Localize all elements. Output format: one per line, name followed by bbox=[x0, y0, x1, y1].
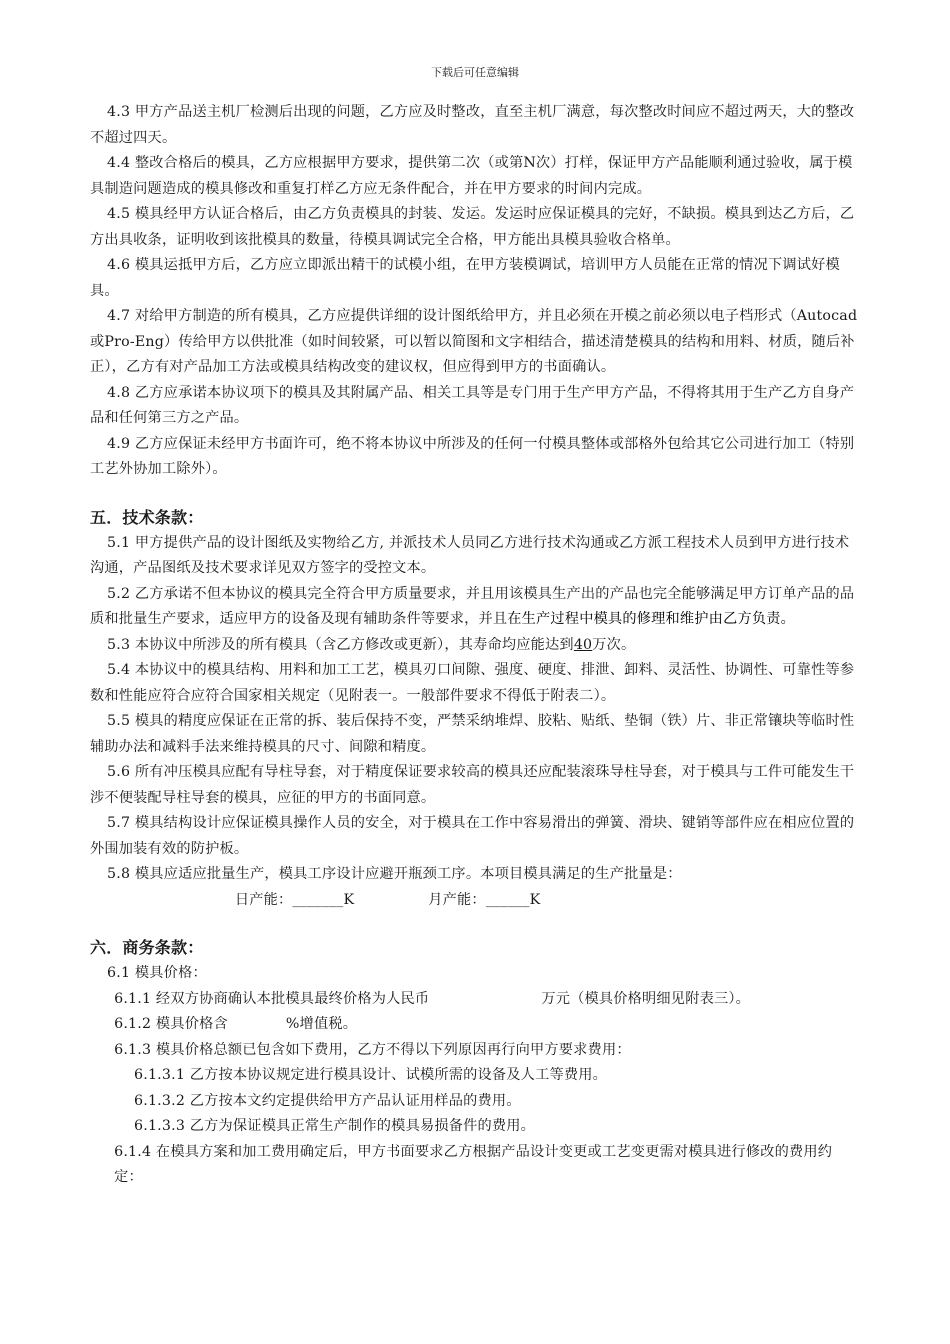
monthly-capacity-blank: ______K bbox=[485, 891, 541, 908]
clause-4-9: 4.9 乙方应保证未经甲方书面许可，绝不将本协议中所涉及的任何一付模具整体或部格外包给其它公司进行加工（特别工艺外协加工除外）。 bbox=[90, 435, 855, 477]
monthly-capacity-label: 月产能： bbox=[428, 891, 486, 908]
document-body bbox=[90, 100, 858, 1191]
clause-6-1-3-3: 6.1.3.3 乙方为保证模具正常生产制作的模具易损备件的费用。 bbox=[134, 1118, 536, 1134]
clause-5-3-text: 5.3 本协议中所涉及的所有模具（含乙方修改或更新），其寿命均应能达到 bbox=[107, 636, 574, 653]
clause-6-1-4: 6.1.4 在模具方案和加工费用确定后，甲方书面要求乙方根据产品设计变更或工艺变更需对模具进行修改的费用约定： bbox=[114, 1143, 833, 1185]
clause-6-1-2 bbox=[90, 1012, 858, 1038]
clause-6-1-3-1: 6.1.3.1 乙方按本协议规定进行模具设计、试模所需的设备及人工等费用。 bbox=[134, 1067, 608, 1083]
clause-5-7: 5.7 模具结构设计应保证模具操作人员的安全，对于模具在工作中容易滑出的弹簧、滑块、键销等部件应在相应位置的外围加装有效的防护板。 bbox=[90, 815, 855, 857]
clause-5-6: 5.6 所有冲压模具应配有导柱导套，对于精度保证要求较高的模具还应配装滚珠导柱导套，对于模具与工件可能发生干涉不便装配导柱导套的模具，应征的甲方的书面同意。 bbox=[90, 764, 855, 806]
clause-4-7: 4.7 对给甲方制造的所有模具，乙方应提供详细的设计图纸给甲方，并且必须在开模之前必须以电子档形式（Autocad或Pro-Eng）传给甲方以供批准（如时间较紧，可以暂以简图和文字相结合，描述清楚模具的结构和用料、材质，随后补正），乙方有对产品加工方法或模具结构改变的建议权，但应得到甲方的书面确认。 bbox=[90, 308, 858, 375]
clause-5-2-text: 5.2 乙方承诺不但本协议的模具完全符合甲方质量要求，并且用该模具生产出的产品也完全能够满足甲方订单产品的品质和批量生产要求，适应甲方的设备及现有辅助条件等要求，并且 bbox=[90, 585, 855, 627]
clause-6-1-1-text: 6.1.1 经双方协商确认本批模具最终价格为人民币 bbox=[114, 990, 430, 1007]
clause-5-3-unit: 万次。 bbox=[592, 636, 636, 653]
clause-4-3: 4.3 甲方产品送主机厂检测后出现的问题，乙方应及时整改，直至主机厂满意，每次整改时间应不超过两天，大的整改不超过四天。 bbox=[90, 104, 855, 146]
daily-capacity-blank: _______K bbox=[292, 891, 355, 908]
clause-6-1-1-unit: 万元（模具价格明细见附表三）。 bbox=[541, 990, 751, 1007]
clause-6-1-3: 6.1.3 模具价格总额已包含如下费用，乙方不得以下列原因再行向甲方要求费用： bbox=[114, 1041, 631, 1058]
clause-4-5: 4.5 模具经甲方认证合格后，由乙方负责模具的封装、发运。发运时应保证模具的完好，不缺损。模具到达乙方后，乙方出具收条，证明收到该批模具的数量，待模具调试完全合格，甲方能出具模具验收合格单。 bbox=[90, 206, 855, 248]
clause-6-1-2-text: 6.1.2 模具价格含 bbox=[114, 1016, 228, 1032]
section-5-heading: 五．技术条款： bbox=[90, 507, 204, 527]
clause-6-1-2-unit: %增值税。 bbox=[285, 1016, 358, 1032]
clause-5-4: 5.4 本协议中的模具结构、用料和加工工艺，模具刃口间隙、强度、硬度、排泄、卸料、灵活性、协调性、可靠性等参数和性能应符合应符合国家相关规定（见附表一。一般部件要求不得低于附表二）。 bbox=[90, 662, 855, 704]
clause-5-3 bbox=[90, 633, 858, 659]
clause-6-1-1 bbox=[90, 987, 858, 1013]
lifetime-value: 40 bbox=[573, 636, 593, 653]
clause-6-1: 6.1 模具价格： bbox=[107, 965, 207, 981]
clause-5-2-emphasis: 在生产过程中模具的修理和维护由乙方负责。 bbox=[507, 611, 796, 627]
clause-4-8: 4.8 乙方应承诺本协议项下的模具及其附属产品、相关工具等是专门用于生产甲方产品，不得将其用于生产乙方自身产品和任何第三方之产品。 bbox=[90, 384, 855, 426]
daily-capacity-label: 日产能： bbox=[234, 891, 293, 908]
clause-6-1-3-2: 6.1.3.2 乙方按本文约定提供给甲方产品认证用样品的费用。 bbox=[134, 1092, 521, 1109]
section-6-heading: 六．商务条款： bbox=[90, 938, 204, 957]
clause-5-2 bbox=[90, 582, 858, 633]
clause-5-1: 5.1 甲方提供产品的设计图纸及实物给乙方, 并派技术人员同乙方进行技术沟通或乙方派工程技术人员到甲方进行技术沟通，产品图纸及技术要求详见双方签字的受控文本。 bbox=[90, 534, 850, 576]
capacity-line bbox=[90, 888, 858, 914]
clause-5-5: 5.5 模具的精度应保证在正常的拆、装后保持不变，严禁采纳堆焊、胶粘、贴纸、垫铜（铁）片、非正常镶块等临时性辅助办法和减料手法来维持模具的尺寸、间隙和精度。 bbox=[90, 713, 855, 755]
clause-4-6: 4.6 模具运抵甲方后，乙方应立即派出精干的试模小组，在甲方装模调试，培训甲方人员能在正常的情况下调试好模具。 bbox=[90, 257, 840, 299]
page-header: 下载后可任意编辑 bbox=[431, 66, 519, 79]
clause-5-8: 5.8 模具应适应批量生产，模具工序设计应避开瓶颈工序。本项目模具满足的生产批量是： bbox=[107, 866, 682, 882]
clause-4-4: 4.4 整改合格后的模具，乙方应根据甲方要求，提供第二次（或第N次）打样，保证甲方产品能顺利通过验收，属于模具制造问题造成的模具修改和重复打样乙方应无条件配合，并在甲方要求的时间内完成。 bbox=[90, 155, 853, 197]
